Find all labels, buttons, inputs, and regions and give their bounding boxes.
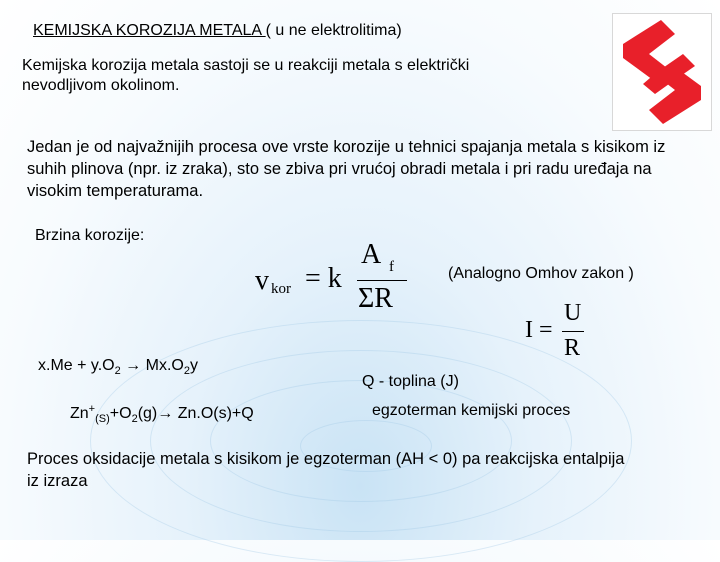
rate-formula-denominator: ΣR — [358, 283, 393, 314]
logo — [612, 13, 712, 131]
ohm-formula-numerator: U — [564, 300, 582, 326]
eq1-part-a: x.Me + y.O — [38, 357, 115, 374]
eq2-part-c: (g)→ Zn.O(s)+Q — [137, 405, 254, 422]
exothermic-label: egzoterman kemijski proces — [372, 402, 571, 419]
analogy-text: (Analogno Omhov zakon ) — [448, 265, 634, 282]
rate-formula-num-sub: f — [389, 259, 394, 275]
rate-formula-numerator: A — [361, 239, 382, 270]
main-paragraph: Jedan je od najvažnijih procesa ove vrste korozije u tehnici spajanja metala s kisikom iz suhih plinova (npr. iz zraka), sto se zbiva pri vrućoj obradi metala i pri radu uređaja na visokim temperaturama. — [27, 138, 666, 200]
ohm-formula-lhs: I = — [525, 317, 553, 343]
logo-icon — [613, 14, 711, 130]
reaction-equation-general — [38, 357, 198, 377]
rate-formula-fraction-bar — [357, 280, 407, 281]
eq2-part-b: +O — [109, 405, 132, 422]
rate-formula-eq: = k — [305, 263, 342, 294]
reaction-equation-zinc — [70, 403, 254, 425]
ohm-formula-denominator: R — [564, 335, 581, 361]
eq1-sub-b: 2 — [183, 365, 190, 377]
ohm-formula-fraction-bar — [562, 331, 584, 332]
title-main: KEMIJSKA KOROZIJA METALA — [33, 22, 266, 39]
slide-title — [33, 22, 402, 40]
rate-formula-v-sub: kor — [271, 281, 291, 297]
eq1-part-c: y — [189, 357, 198, 374]
heat-label: Q - toplina (J) — [362, 373, 459, 390]
eq1-part-b: → Mx.O — [120, 357, 184, 374]
intro-text: Kemijska korozija metala sastoji se u reakciji metala s električki nevodljivom okolinom. — [22, 57, 470, 94]
title-suffix: ( u ne elektrolitima) — [265, 22, 402, 39]
eq1-sub-a: 2 — [114, 365, 121, 377]
rate-label: Brzina korozije: — [35, 227, 145, 244]
eq2-sub-a: (S) — [95, 413, 110, 425]
eq2-part-a: Zn — [70, 405, 89, 422]
rate-formula-v: v — [255, 265, 269, 296]
conclusion-text: Proces oksidacije metala s kisikom je egzoterman (AH < 0) pa reakcijska entalpija iz izraza — [27, 450, 625, 490]
eq2-sub-b: 2 — [131, 413, 138, 425]
ohm-formula — [525, 300, 595, 370]
rate-formula — [255, 239, 425, 318]
eq2-sup-a: + — [88, 403, 96, 415]
